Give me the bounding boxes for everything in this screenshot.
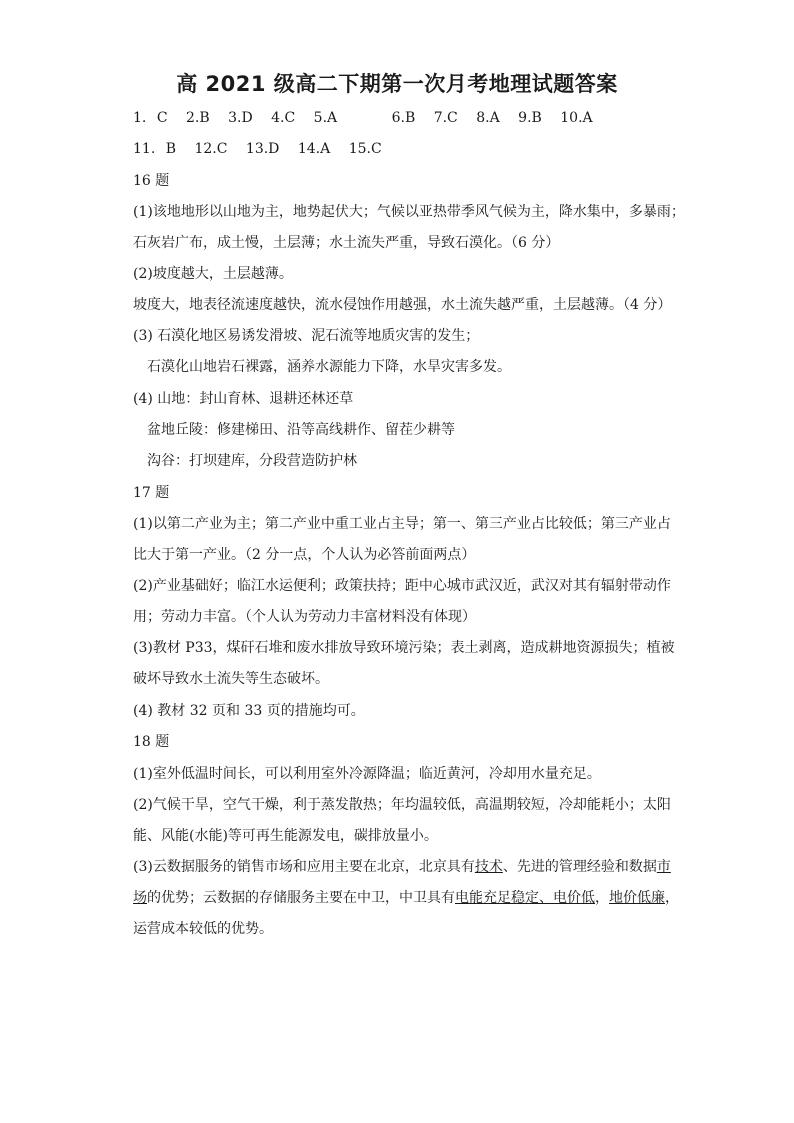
underlined-text: 场 [133, 890, 147, 906]
text-run: 、先进的管理经验和数据 [502, 859, 657, 875]
paragraph-text: 能、风能(水能)等可再生能源发电，碳排放量小。 [133, 828, 438, 844]
paragraph-text: (2)气候干旱，空气干燥，利于蒸发散热；年均温较低，高温期较短，冷却能耗小；太阳 [133, 797, 671, 813]
paragraph-text [133, 888, 679, 908]
answer-item: 10.A [560, 110, 593, 126]
paragraph-text: (4) 山地：封山育林、退耕还林还草 [133, 391, 354, 407]
paragraph-text: 坡度大，地表径流速度越快，流水侵蚀作用越强，水土流失越严重，土层越薄。（4 分） [133, 297, 672, 313]
answer-item: 12.C [194, 141, 228, 157]
paragraph-text: 盆地丘陵：修建梯田、沿等高线耕作、留茬少耕等 [147, 422, 455, 438]
answer-num: 11. [133, 141, 156, 157]
answer-item: 13.D [245, 141, 280, 157]
paragraph-text: 运营成本较低的优势。 [133, 921, 273, 937]
paragraph-text: 石灰岩广布，成土慢，土层薄；水土流失严重，导致石漠化。（6 分） [133, 235, 560, 251]
paragraph-text: 用；劳动力丰富。（个人认为劳动力丰富材料没有体现） [133, 609, 476, 625]
paragraph-text: 比大于第一产业。（2 分一点，个人认为必答前面两点） [133, 547, 476, 563]
answer-item: B [165, 141, 177, 157]
text-run: (3)云数据服务的销售市场和应用主要在北京，北京具有 [133, 859, 475, 875]
paragraph-text: (4) 教材 32 页和 33 页的措施均可。 [133, 703, 365, 719]
answer-item: 14.A [297, 141, 331, 157]
paragraph-text: (3) 石漠化地区易诱发滑坡、泥石流等地质灾害的发生； [133, 328, 480, 344]
answer-num: 1. [133, 110, 147, 126]
text-run: 的优势；云数据的存储服务主要在中卫，中卫具有 [147, 890, 455, 906]
answers-row-2 [133, 139, 396, 159]
section-heading-17: 17 题 [133, 485, 170, 501]
paragraph-text: 石漠化山地岩石裸露，涵养水源能力下降，水旱灾害多发。 [147, 359, 511, 375]
paragraph-text: (1)以第二产业为主；第二产业中重工业占主导；第一、第三产业占比较低；第三产业占 [133, 516, 671, 532]
paragraph-text: (2)产业基础好；临江水运便利；政策扶持；距中心城市武汉近，武汉对其有辐射带动作 [133, 578, 671, 594]
answer-item: 5.A [313, 110, 338, 126]
answer-item: 15.C [348, 141, 382, 157]
text-run: ， [595, 890, 609, 906]
paragraph-text: (3)教材 P33，煤矸石堆和废水排放导致环境污染；表土剥离，造成耕地资源损失；植被 [133, 640, 675, 656]
answer-item: 6.B [391, 110, 416, 126]
answers-row-1 [133, 108, 607, 128]
underlined-text: 技术 [474, 859, 503, 875]
answer-item: C [156, 110, 168, 126]
answer-item: 3.D [228, 110, 253, 126]
text-run: ， [665, 890, 679, 906]
section-heading-16: 16 题 [133, 173, 170, 189]
answer-item: 7.C [433, 110, 458, 126]
paragraph-text: 破坏导致水土流失等生态破坏。 [133, 671, 329, 687]
answer-item: 2.B [185, 110, 210, 126]
paragraph-text: (2)坡度越大，土层越薄。 [133, 266, 293, 282]
answer-item: 8.A [476, 110, 500, 126]
paragraph-text [133, 857, 671, 877]
underlined-text: 市 [656, 859, 671, 875]
paragraph-text: (1)该地地形以山地为主，地势起伏大；气候以亚热带季风气候为主，降水集中，多暴雨； [133, 204, 685, 220]
underlined-text: 电能充足稳定、电价低 [455, 890, 595, 906]
underlined-text: 地价低廉 [609, 890, 665, 906]
answer-item: 4.C [271, 110, 296, 126]
paragraph-text: (1)室外低温时间长，可以利用室外冷源降温；临近黄河，冷却用水量充足。 [133, 766, 601, 782]
paragraph-text: 沟谷：打坝建库，分段营造防护林 [147, 453, 357, 469]
section-heading-18: 18 题 [133, 734, 170, 750]
answer-item: 9.B [518, 110, 542, 126]
page-title: 高 2021 级高二下期第一次月考地理试题答案 [176, 72, 618, 96]
